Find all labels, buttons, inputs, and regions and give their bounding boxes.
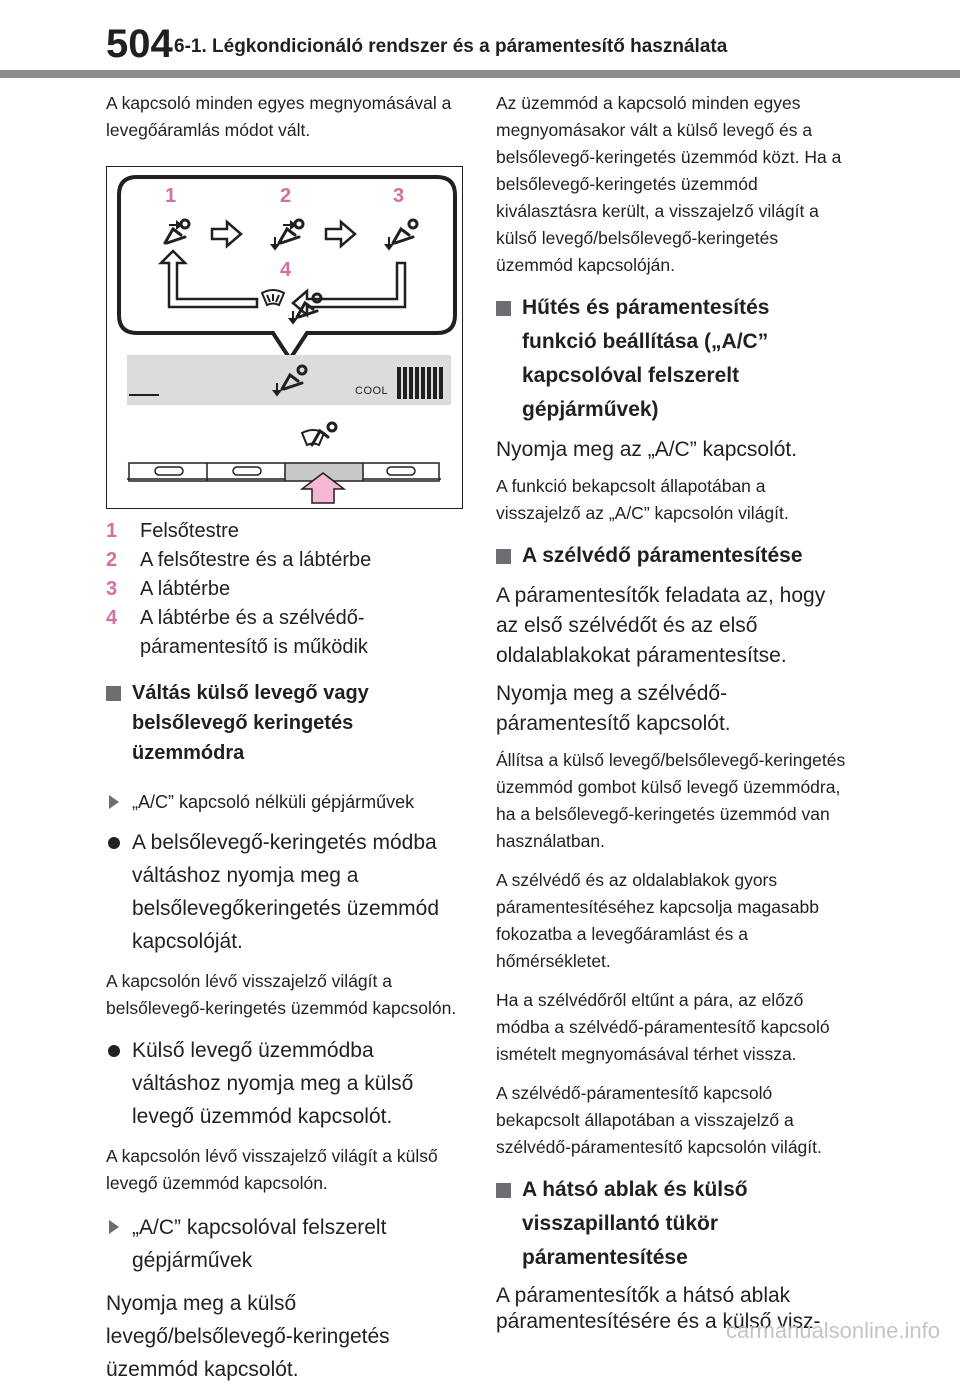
watermark: carmanualsonline.info: [725, 1318, 940, 1343]
subheading-with-ac: [106, 1211, 466, 1277]
figure-label-3: 3: [393, 185, 405, 207]
legend-text: Felsőtestre: [140, 520, 239, 542]
heading-ac: [496, 291, 846, 427]
legend-item-1: [106, 517, 466, 546]
intro-text: A kapcsoló minden egyes megnyomásával a levegőáramlás módot vált.: [106, 93, 452, 140]
body-rear-defrost: A páramentesítők a hátsó ablak páramentesítésére és a külső visz-: [496, 1284, 821, 1333]
bullet-recirculation: [106, 826, 466, 958]
page-number: 504: [106, 22, 173, 66]
note-defrost-mode: Állítsa a külső levegő/belsőlevegő-keringetés üzemmód gombot külső levegő üzemmódra, ha a belsőlevegő-keringetés üzemmód van használatban.: [496, 750, 846, 851]
airflow-mode-figure: [106, 166, 463, 509]
heading-text: Hűtés és páramentesítés funkció beállítása („A/C” kapcsolóval felszerelt gépjárművek): [522, 296, 770, 421]
body-press-switch: Nyomja meg a külső levegő/belsőlevegő-keringetés üzemmód kapcsolót.: [106, 1292, 390, 1381]
note-recirculation: A kapcsolón lévő visszajelző világít a belsőlevegő-keringetés üzemmód kapcsolón.: [106, 971, 457, 1018]
note-outside-air: A kapcsolón lévő visszajelző világít a külső levegő üzemmód kapcsolón.: [106, 1146, 438, 1193]
header-bar: [0, 70, 960, 78]
legend-text: A lábtérbe és a szélvédő-páramentesítő is működik: [140, 607, 368, 658]
legend-num: 4: [106, 607, 118, 629]
legend-item-3: [106, 575, 466, 604]
heading-recirculation: [106, 678, 466, 768]
page-header: [0, 0, 960, 80]
heading-text: A szélvédő páramentesítése: [522, 544, 803, 567]
note-defrost-fast: A szélvédő és az oldalablakok gyors páramentesítéséhez kapcsolja magasabb fokozatba a levegőáramlást és a hőmérsékletet.: [496, 870, 819, 971]
airflow-diagram: [107, 167, 462, 508]
legend-num: 2: [106, 549, 118, 571]
heading-rear-defrost: [496, 1173, 846, 1275]
bullet-outside-air: [106, 1034, 466, 1133]
triangle-arrow-icon: [109, 795, 119, 809]
square-bullet-icon: [106, 686, 121, 701]
note-ac: A funkció bekapcsolt állapotában a visszajelző az „A/C” kapcsolón világít.: [496, 476, 789, 523]
right-column: [496, 90, 846, 1343]
left-column: [106, 90, 466, 1394]
figure-label-2: 2: [280, 185, 292, 207]
figure-label-4: 4: [280, 259, 292, 281]
legend-item-2: [106, 546, 466, 575]
figure-label-1: 1: [165, 185, 177, 207]
subheading-text: „A/C” kapcsolóval felszerelt gépjárművek: [132, 1216, 387, 1272]
legend-num: 3: [106, 578, 118, 600]
heading-text: Váltás külső levegő vagy belsőlevegő keringetés üzemmódra: [132, 682, 369, 764]
triangle-arrow-icon: [109, 1220, 119, 1234]
dot-bullet-icon: [108, 1045, 120, 1057]
subheading-no-ac: [106, 788, 466, 816]
bullet-text: A belsőlevegő-keringetés módba váltáshoz nyomja meg a belsőlevegőkeringetés üzemmód kapcsolóját.: [132, 831, 440, 953]
mode-description: Az üzemmód a kapcsoló minden egyes megnyomásakor vált a külső levegő és a belsőlevegő-keringetés üzemmód közt. Ha a belsőlevegő-keringetés üzemmód kiválasztásra került, a visszajelző világít a külső levegő/belsőlevegő-keringetés üzemmód kapcsolóján.: [496, 93, 842, 275]
note-defrost-return: Ha a szélvédőről eltűnt a pára, az előző módba a szélvédő-páramentesítő kapcsoló ismételt megnyomásával térhet vissza.: [496, 990, 830, 1064]
note-defrost-indicator: A szélvédő-páramentesítő kapcsoló bekapcsolt állapotában a visszajelző a szélvédő-páramentesítő kapcsolón világít.: [496, 1083, 822, 1157]
square-bullet-icon: [496, 301, 511, 316]
body-press-defrost: Nyomja meg a szélvédő-páramentesítő kapcsolót.: [496, 682, 731, 735]
heading-text: A hátsó ablak és külső visszapillantó tükör páramentesítése: [522, 1178, 748, 1269]
cool-label: COOL: [355, 385, 389, 397]
square-bullet-icon: [496, 549, 511, 564]
body-defrost-purpose: A páramentesítők feladata az, hogy az első szélvédőt és az első oldalablakokat páramentesítse.: [496, 584, 826, 667]
dot-bullet-icon: [108, 837, 120, 849]
section-title: 6-1. Légkondicionáló rendszer és a páramentesítő használata: [174, 36, 728, 57]
body-press-ac: Nyomja meg az „A/C” kapcsolót.: [496, 438, 798, 461]
square-bullet-icon: [496, 1183, 511, 1198]
subheading-text: „A/C” kapcsoló nélküli gépjárművek: [132, 792, 415, 812]
legend-item-4: [106, 604, 466, 662]
legend-text: A lábtérbe: [140, 578, 231, 600]
legend-num: 1: [106, 520, 118, 542]
legend-text: A felsőtestre és a lábtérbe: [140, 549, 372, 571]
bullet-text: Külső levegő üzemmódba váltáshoz nyomja meg a külső levegő üzemmód kapcsolót.: [132, 1039, 414, 1128]
heading-defrost: [496, 539, 846, 573]
